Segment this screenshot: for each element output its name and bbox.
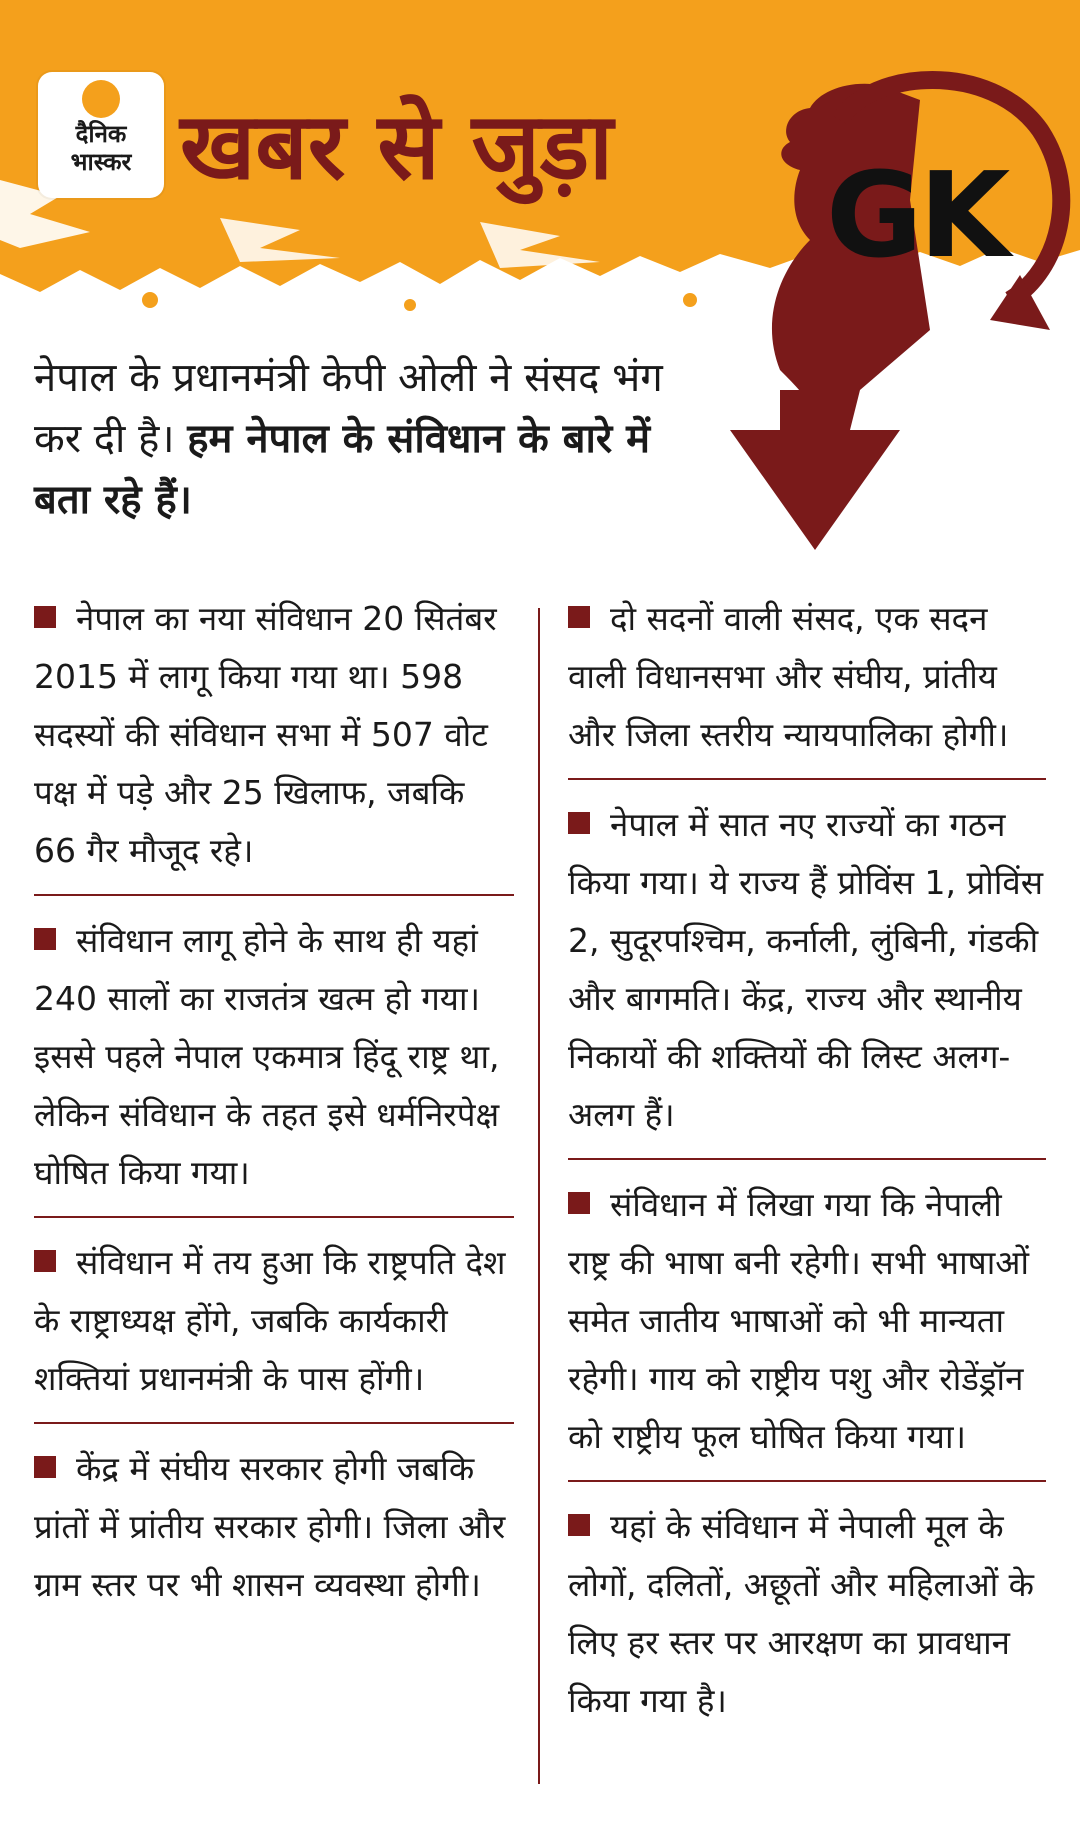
left-column (34, 590, 514, 1614)
intro-paragraph (34, 348, 714, 531)
dainik-bhaskar-logo (38, 72, 164, 198)
fact-item (568, 796, 1046, 1144)
fact-item (34, 1440, 514, 1614)
square-bullet-icon (34, 1250, 56, 1272)
divider (568, 778, 1046, 780)
square-bullet-icon (34, 928, 56, 950)
square-bullet-icon (568, 606, 590, 628)
page-title: खबर से जुड़ा (180, 93, 613, 200)
divider (34, 1422, 514, 1424)
divider (568, 1480, 1046, 1482)
square-bullet-icon (568, 1514, 590, 1536)
fact-text: संविधान में लिखा गया कि नेपाली राष्ट्र की भाषा बनी रहेगी। सभी भाषाओं समेत जातीय भाषाओं को भी मान्यता रहेगी। गाय को राष्ट्रीय पशु और रोडेंड्रॉन को राष्ट्रीय फूल घोषित किया गया। (568, 1185, 1030, 1456)
square-bullet-icon (568, 1192, 590, 1214)
square-bullet-icon (568, 812, 590, 834)
logo-sun-icon (82, 80, 120, 118)
fact-text: दो सदनों वाली संसद, एक सदन वाली विधानसभा और संघीय, प्रांतीय और जिला स्तरीय न्यायपालिका होगी। (568, 599, 1009, 754)
logo-line2: भास्कर (70, 148, 132, 176)
fact-item (34, 590, 514, 880)
fact-text: केंद्र में संघीय सरकार होगी जबकि प्रांतों में प्रांतीय सरकार होगी। जिला और ग्राम स्तर पर भी शासन व्यवस्था होगी। (34, 1449, 506, 1604)
intro-bold-text: हम नेपाल के संविधान के बारे में बता रहे हैं। (34, 416, 651, 523)
divider (34, 894, 514, 896)
fact-text: नेपाल का नया संविधान 20 सितंबर 2015 में लागू किया गया था। 598 सदस्यों की संविधान सभा में 507 वोट पक्ष में पड़े और 25 खिलाफ, जबकि 66 गैर मौजूद रहे। (34, 599, 497, 870)
logo-line1: दैनिक (75, 120, 127, 148)
divider (568, 1158, 1046, 1160)
intro-normal-text: नेपाल के प्रधानमंत्री केपी ओली ने संसद भंग कर दी है। (34, 355, 663, 462)
fact-text: यहां के संविधान में नेपाली मूल के लोगों, दलितों, अछूतों और महिलाओं के लिए हर स्तर पर आरक्षण का प्रावधान किया गया है। (568, 1507, 1035, 1720)
gk-badge: GK (826, 146, 1007, 284)
fact-item (34, 1234, 514, 1408)
fact-text: नेपाल में सात नए राज्यों का गठन किया गया। ये राज्य हैं प्रोविंस 1, प्रोविंस 2, सुदूरपश्चिम, कर्नाली, लुंबिनी, गंडकी और बागमति। केंद्र, राज्य और स्थानीय निकायों की शक्तियों की लिस्ट अलग-अलग हैं। (568, 805, 1044, 1134)
right-column (568, 590, 1046, 1730)
fact-item (34, 912, 514, 1202)
fact-item (568, 1176, 1046, 1466)
fact-text: संविधान में तय हुआ कि राष्ट्रपति देश के राष्ट्राध्यक्ष होंगे, जबकि कार्यकारी शक्तियां प्रधानमंत्री के पास होंगी। (34, 1243, 506, 1398)
square-bullet-icon (34, 606, 56, 628)
fact-item (568, 1498, 1046, 1730)
divider (34, 1216, 514, 1218)
column-divider (538, 608, 540, 1784)
square-bullet-icon (34, 1456, 56, 1478)
fact-text: संविधान लागू होने के साथ ही यहां 240 सालों का राजतंत्र खत्म हो गया। इससे पहले नेपाल एकमात्र हिंदू राष्ट्र था, लेकिन संविधान के तहत इसे धर्मनिरपेक्ष घोषित किया गया। (34, 921, 500, 1192)
fact-item (568, 590, 1046, 764)
